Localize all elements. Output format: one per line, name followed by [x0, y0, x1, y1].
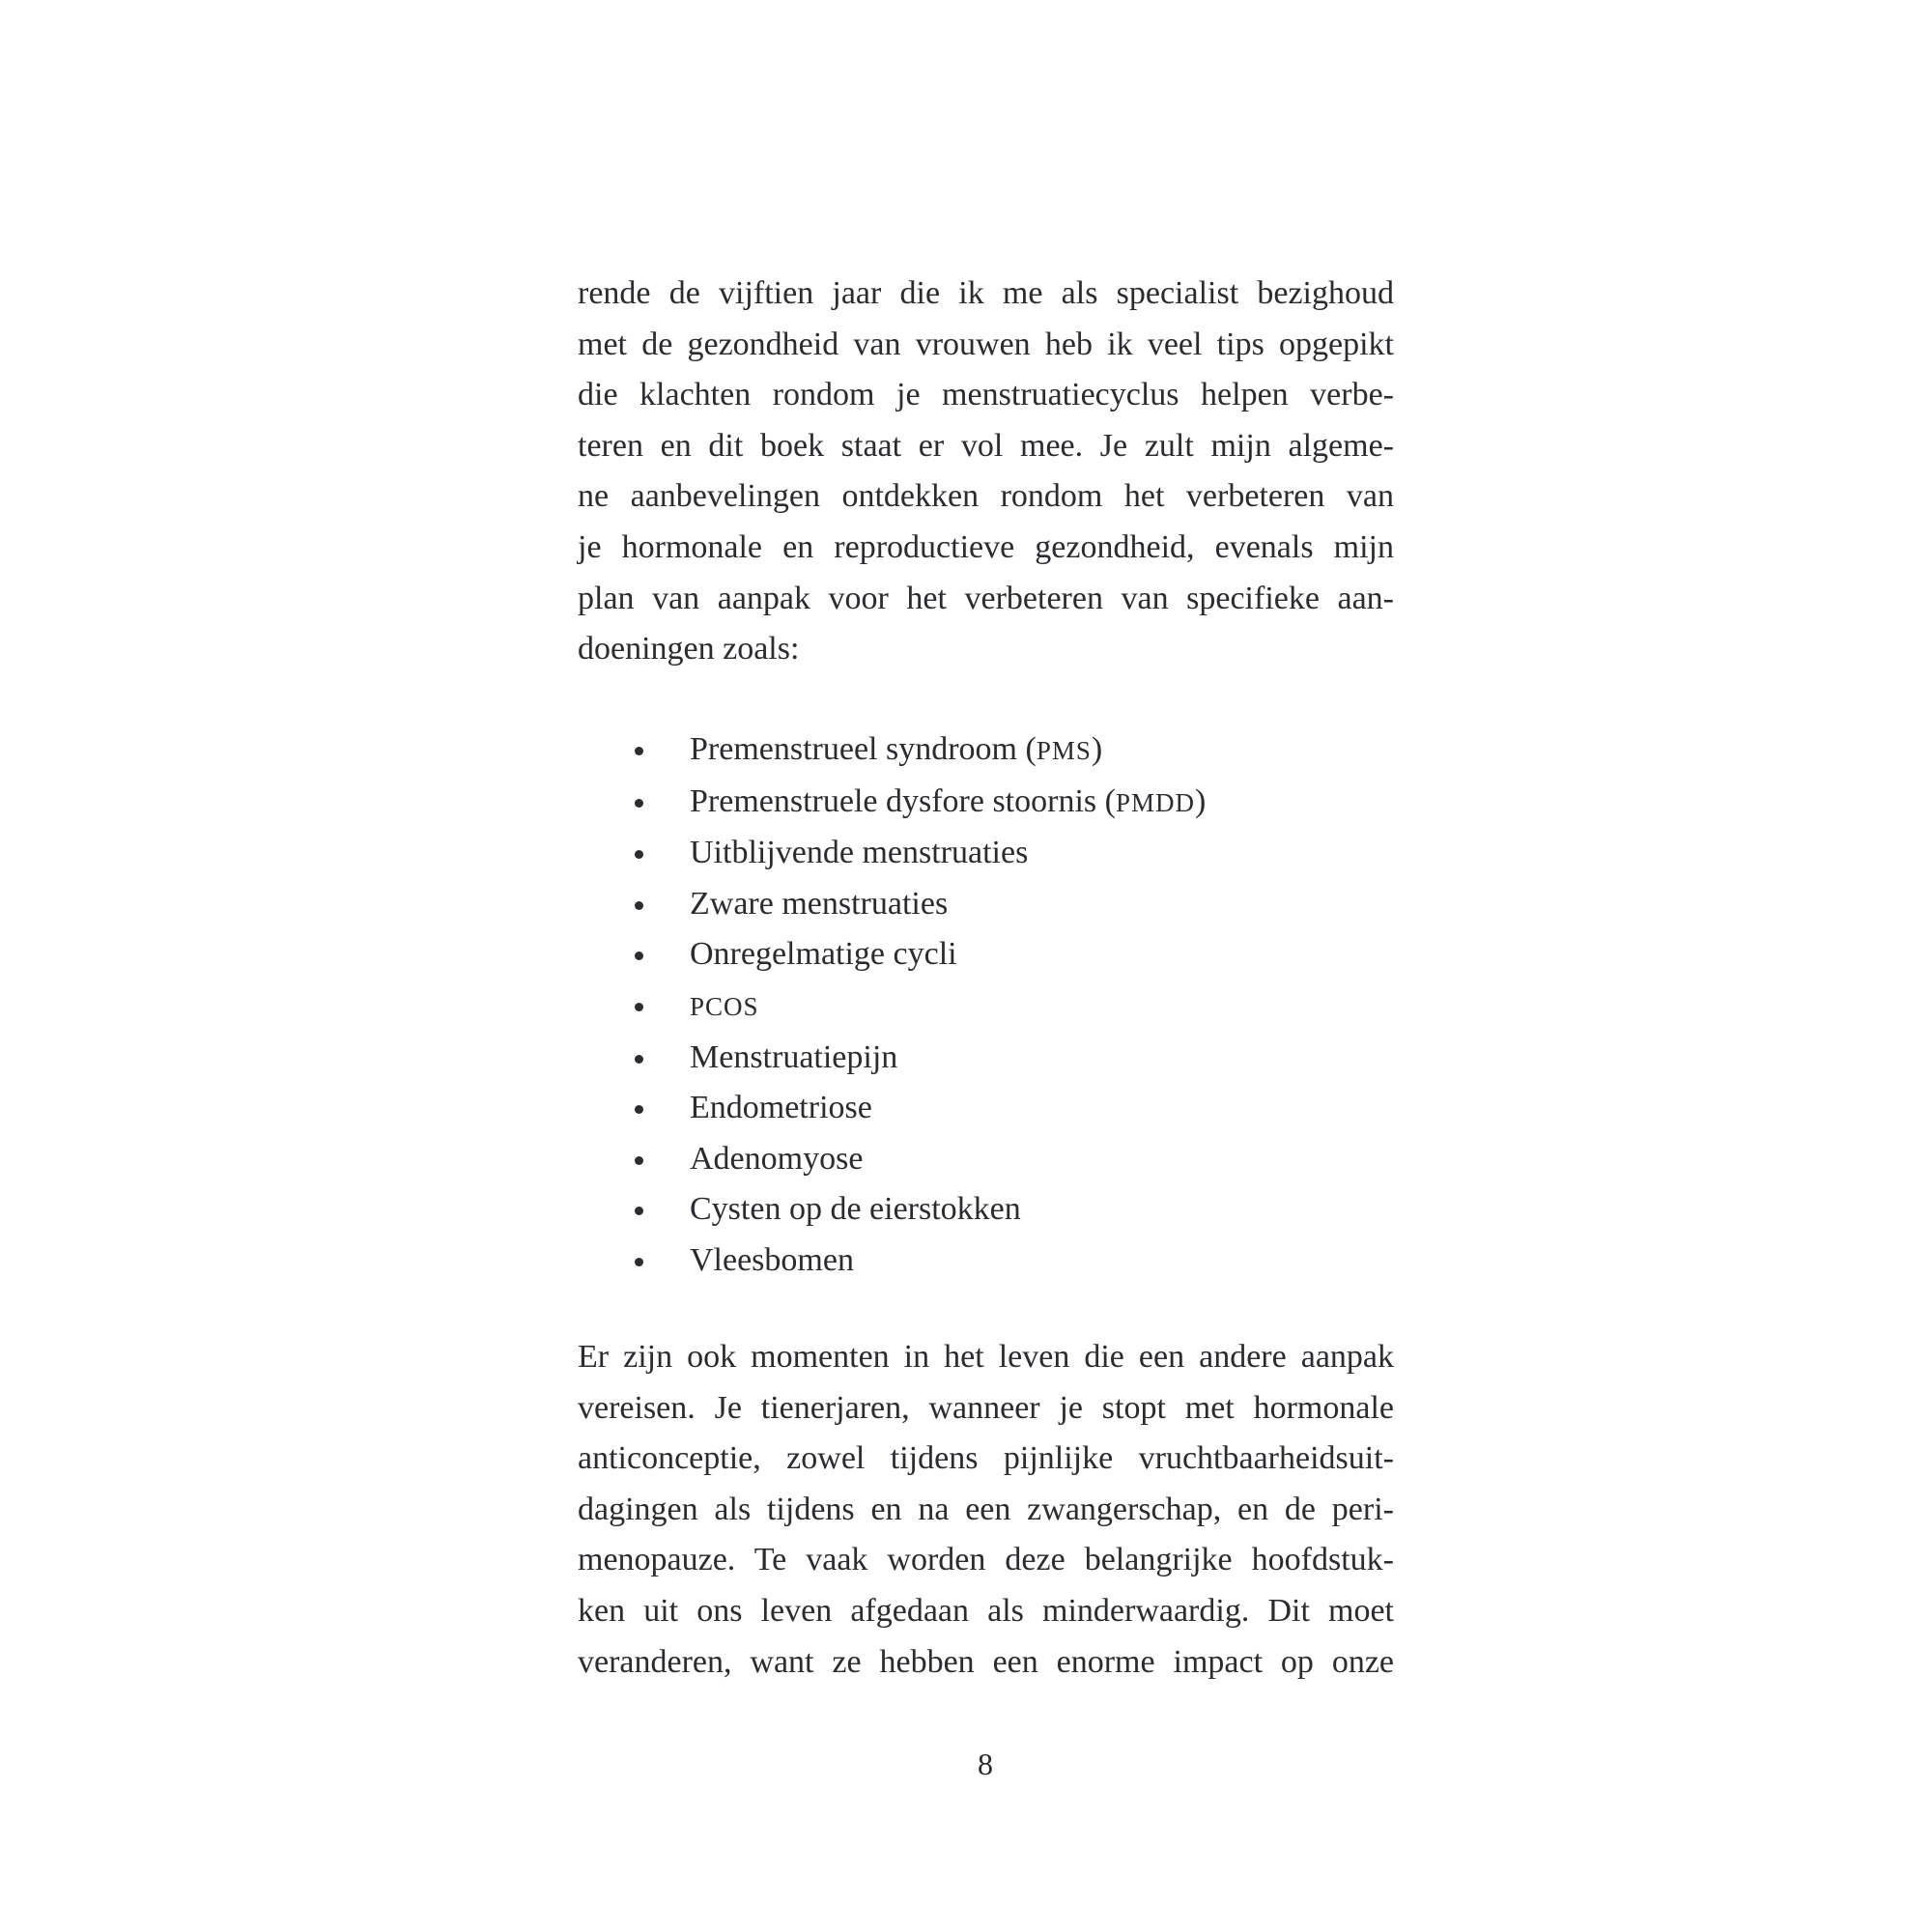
- bullet-icon: [635, 799, 643, 808]
- abbreviation: PCOS: [690, 991, 759, 1021]
- list-item: Uitblijvende menstruaties: [578, 828, 1394, 879]
- bullet-icon: [635, 1055, 643, 1064]
- bullet-icon: [635, 1156, 643, 1165]
- text-line: ne aanbevelingen ontdekken rondom het verbeteren van: [578, 478, 1394, 515]
- list-item: Premenstruele dysfore stoornis (PMDD): [578, 777, 1394, 829]
- list-item: Premenstrueel syndroom (PMS): [578, 724, 1394, 777]
- text-line: dagingen als tijdens en na een zwangerschap, en de peri-: [578, 1491, 1394, 1527]
- text-line: menopauze. Te vaak worden deze belangrijke hoofdstuk-: [578, 1542, 1394, 1578]
- bullet-icon: [635, 850, 643, 859]
- text-line: je hormonale en reproductieve gezondheid, evenals mijn: [578, 528, 1394, 565]
- text-line: teren en dit boek staat er vol mee. Je zult mijn algeme-: [578, 427, 1394, 464]
- list-item: Onregelmatige cycli: [578, 929, 1394, 980]
- text-line: plan van aanpak voor het verbeteren van specifieke aan-: [578, 580, 1394, 616]
- body-paragraph-1: [578, 269, 1394, 675]
- body-paragraph-2: [578, 1332, 1394, 1688]
- list-item: Cysten op de eierstokken: [578, 1184, 1394, 1236]
- list-item: Endometriose: [578, 1083, 1394, 1134]
- bullet-icon: [635, 901, 643, 910]
- text-line: anticonceptie, zowel tijdens pijnlijke vruchtbaarheidsuit-: [578, 1440, 1394, 1477]
- abbreviation: PMDD: [1115, 787, 1195, 817]
- text-line: met de gezondheid van vrouwen heb ik veel tips opgepikt: [578, 326, 1394, 362]
- text-line: rende de vijftien jaar die ik me als specialist bezighoud: [578, 275, 1394, 311]
- abbreviation: PMS: [1036, 736, 1092, 765]
- conditions-list: [578, 724, 1394, 1287]
- bullet-icon: [635, 747, 643, 755]
- bullet-icon: [635, 1003, 643, 1011]
- text-line: doeningen zoals:: [578, 631, 800, 668]
- list-item: Vleesbomen: [578, 1236, 1394, 1287]
- list-item: Zware menstruaties: [578, 879, 1394, 930]
- text-line: veranderen, want ze hebben een enorme impact op onze: [578, 1643, 1394, 1680]
- list-item: [578, 980, 1394, 1033]
- list-item: Adenomyose: [578, 1134, 1394, 1185]
- text-line: ken uit ons leven afgedaan als minderwaardig. Dit moet: [578, 1592, 1394, 1629]
- text-line: vereisen. Je tienerjaren, wanneer je stopt met hormonale: [578, 1389, 1394, 1426]
- text-line: die klachten rondom je menstruatiecyclus helpen verbe-: [578, 377, 1394, 413]
- bullet-icon: [635, 952, 643, 960]
- text-line: Er zijn ook momenten in het leven die een andere aanpak: [578, 1339, 1394, 1375]
- list-item: Menstruatiepijn: [578, 1033, 1394, 1084]
- bullet-icon: [635, 1258, 643, 1266]
- bullet-icon: [635, 1105, 643, 1114]
- page-number: 8: [978, 1747, 993, 1781]
- bullet-icon: [635, 1207, 643, 1215]
